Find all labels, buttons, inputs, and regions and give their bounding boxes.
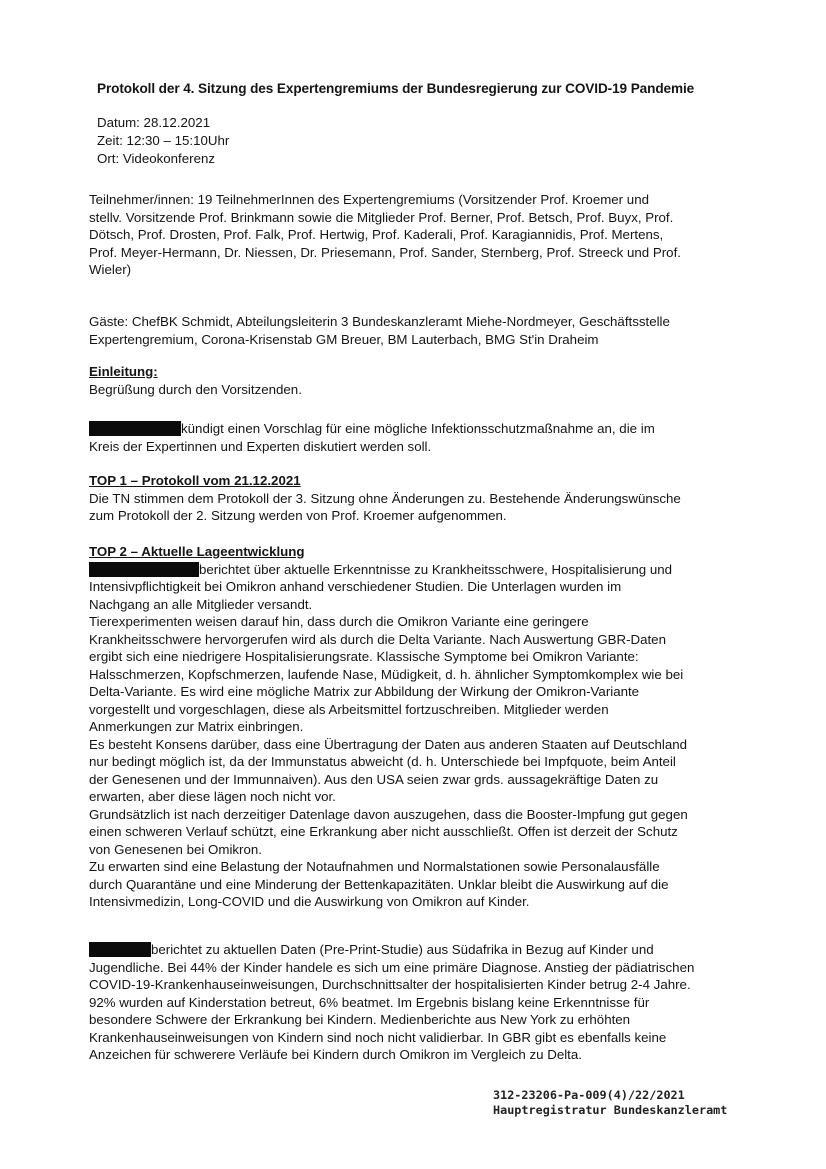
- text-line: vorgestellt und vorgeschlagen, diese als Arbeitsmittel fortzuschreiben. Mitglieder werden: [89, 701, 609, 717]
- text-fragment: berichtet über aktuelle Erkenntnisse zu Krankheitsschwere, Hospitalisierung und: [199, 561, 673, 577]
- guests-paragraph: [89, 313, 689, 348]
- text-line: [89, 420, 689, 438]
- text-line: zum Protokoll der 2. Sitzung werden von Prof. Kroemer aufgenommen.: [89, 508, 507, 523]
- intro-heading: Einleitung:: [89, 364, 158, 379]
- text-line: COVID-19-Krankenhauseinweisungen, Durchschnittsalter der hospitalisierten Kinder betrug 2-4 Jahre.: [89, 977, 691, 992]
- intro-text: Begrüßung durch den Vorsitzenden.: [89, 381, 302, 397]
- text-fragment: berichtet zu aktuellen Daten (Pre-Print-Studie) aus Südafrika in Bezug auf Kinder und: [151, 942, 654, 957]
- text-line: Teilnehmer/innen: 19 TeilnehmerInnen des Expertengremiums (Vorsitzender Prof. Kroemer und: [89, 192, 649, 207]
- south-africa-paragraph: [89, 941, 695, 1064]
- redaction-box: [89, 562, 199, 577]
- text-line: Zu erwarten sind eine Belastung der Notaufnahmen und Normalstationen sowie Personalausfälle: [89, 859, 660, 874]
- text-line: ergibt sich eine niedrigere Hospitalisierungsrate. Klassische Symptome bei Omikron Variante:: [89, 649, 639, 664]
- text-line: Krankheitsschwere hervorgerufen wird als durch die Delta Variante. Nach Auswertung GBR-Daten: [89, 631, 666, 647]
- meeting-date: Datum: 28.12.2021: [97, 115, 211, 130]
- meeting-time: Zeit: 12:30 – 15:10Uhr: [97, 133, 230, 148]
- intro-section: [89, 363, 689, 398]
- registry-office: Hauptregistratur Bundeskanzleramt: [493, 1103, 728, 1117]
- text-line: Dötsch, Prof. Drosten, Prof. Falk, Prof. Hertwig, Prof. Kaderali, Prof. Karagiannidis, Prof. Mertens,: [89, 227, 664, 242]
- text-line: Kreis der Expertinnen und Experten diskutiert werden soll.: [89, 438, 432, 454]
- redaction-box: [89, 421, 181, 436]
- text-line: nur bedingt möglich ist, da der Immunstatus abweicht (d. h. Unterschiede bei Impfquote, beim Anteil: [89, 754, 676, 769]
- text-line: Gäste: ChefBK Schmidt, Abteilungsleiterin 3 Bundeskanzleramt Miehe-Nordmeyer, Geschäftsstelle: [89, 314, 670, 329]
- redaction-box: [89, 942, 151, 957]
- text-line: von Genesenen bei Omikron.: [89, 841, 262, 857]
- text-line: Anzeichen für schwerere Verläufe bei Kindern durch Omikron im Vergleich zu Delta.: [89, 1047, 582, 1062]
- text-line: [89, 941, 689, 959]
- intro-proposal-paragraph: [89, 420, 689, 455]
- text-line: erwarten, aber diese lägen noch nicht vor.: [89, 789, 336, 804]
- text-line: durch Quarantäne und eine Minderung der Bettenkapazitäten. Unklar bleibt die Auswirkung auf die: [89, 876, 669, 892]
- text-line: der Genesenen und der Immunnaiven). Aus den USA seien zwar grds. aussagekräftige Daten zu: [89, 771, 659, 787]
- text-line: Grundsätzlich ist nach derzeitiger Datenlage davon auszugehen, dass die Booster-Impfung gut gegen: [89, 806, 688, 822]
- text-line: Nachgang an alle Mitglieder versandt.: [89, 596, 313, 612]
- participants-paragraph: [89, 191, 689, 279]
- text-line: Wieler): [89, 262, 132, 277]
- text-line: Intensivpflichtigkeit bei Omikron anhand verschiedener Studien. Die Unterlagen wurden im: [89, 579, 622, 594]
- top1-section: [89, 472, 689, 525]
- text-line: 92% wurden auf Kinderstation betreut, 6% beatmet. Im Ergebnis bislang keine Erkenntnisse für: [89, 994, 650, 1010]
- text-line: Expertengremium, Corona-Krisenstab GM Breuer, BM Lauterbach, BMG St'in Draheim: [89, 331, 599, 347]
- text-line: Anmerkungen zur Matrix einbringen.: [89, 719, 304, 734]
- registry-stamp: [493, 1088, 727, 1118]
- document-title: Protokoll der 4. Sitzung des Expertengremiums der Bundesregierung zur COVID-19 Pandemie: [97, 81, 695, 96]
- text-line: besondere Schwere der Erkrankung bei Kindern. Medienberichte aus New York zu erhöhten: [89, 1012, 631, 1027]
- registry-number: 312-23206-Pa-009(4)/22/2021: [493, 1088, 685, 1102]
- top2-heading: TOP 2 – Aktuelle Lageentwicklung: [89, 544, 305, 559]
- text-line: Prof. Meyer-Hermann, Dr. Niessen, Dr. Priesemann, Prof. Sander, Sternberg, Prof. Streeck und Prof.: [89, 244, 681, 260]
- text-line: einen schweren Verlauf schützt, eine Erkrankung aber nicht ausschließt. Offen ist derzeit der Schutz: [89, 824, 678, 839]
- text-line: Die TN stimmen dem Protokoll der 3. Sitzung ohne Änderungen zu. Bestehende Änderungswünsche: [89, 490, 681, 506]
- text-line: Delta-Variante. Es wird eine mögliche Matrix zur Abbildung der Wirkung der Omikron-Variante: [89, 684, 640, 699]
- text-line: Jugendliche. Bei 44% der Kinder handele es sich um eine primäre Diagnose. Anstieg der pädiatrischen: [89, 959, 695, 975]
- text-line: [89, 561, 689, 579]
- meeting-meta: [97, 114, 229, 168]
- top1-heading: TOP 1 – Protokoll vom 21.12.2021: [89, 473, 301, 488]
- meeting-place: Ort: Videokonferenz: [97, 151, 216, 166]
- text-line: Tierexperimenten weisen darauf hin, dass durch die Omikron Variante eine geringere: [89, 614, 589, 629]
- text-line: Intensivmedizin, Long-COVID und die Auswirkung von Omikron auf Kinder.: [89, 894, 530, 909]
- top2-section: [89, 543, 689, 911]
- text-line: stellv. Vorsitzende Prof. Brinkmann sowie die Mitglieder Prof. Berner, Prof. Betsch, Prof. Buyx, Prof.: [89, 209, 674, 225]
- text-line: Krankenhauseinweisungen von Kindern sind noch nicht validierbar. In GBR gibt es ebenfalls keine: [89, 1029, 667, 1045]
- text-line: Es besteht Konsens darüber, dass eine Übertragung der Daten aus anderen Staaten auf Deutschland: [89, 736, 688, 752]
- text-fragment: kündigt einen Vorschlag für eine mögliche Infektionsschutzmaßnahme an, die im: [181, 421, 655, 436]
- text-line: Halsschmerzen, Kopfschmerzen, laufende Nase, Müdigkeit, d. h. ähnlicher Symptomkomplex wie bei: [89, 666, 684, 682]
